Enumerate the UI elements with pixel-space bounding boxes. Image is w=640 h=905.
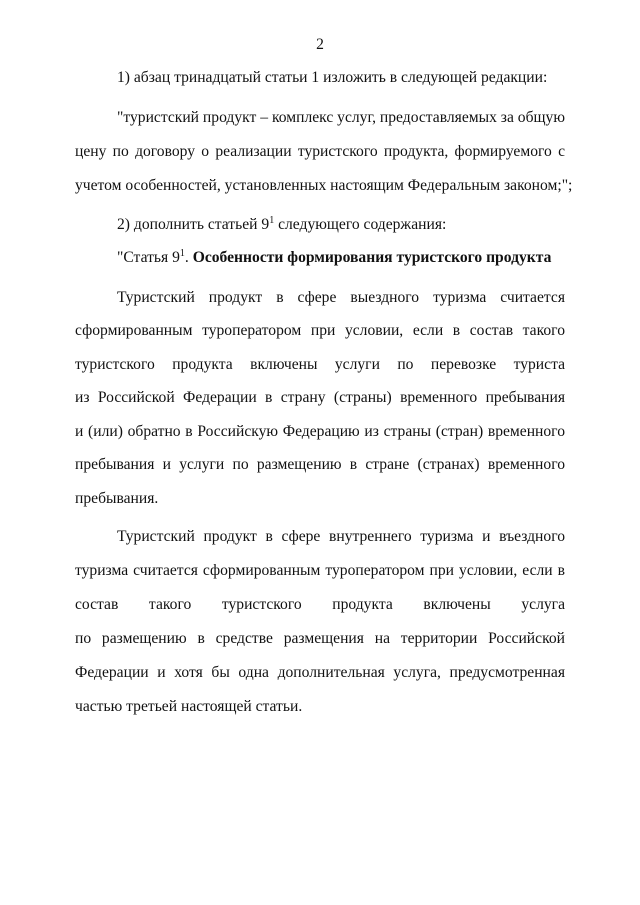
paragraph-line: пребывания и услуги по размещению в стране (странах) временного xyxy=(75,456,565,473)
article-heading xyxy=(117,249,565,267)
paragraph-line: и (или) обратно в Российскую Федерацию из страны (стран) временного xyxy=(75,423,565,440)
item2-text: 2) дополнить статьей 9 xyxy=(117,216,270,233)
paragraph-line: частью третьей настоящей статьи. xyxy=(75,698,303,715)
heading-dot: . xyxy=(184,249,193,266)
quote-line: "туристский продукт – комплекс услуг, предоставляемых за общую xyxy=(117,109,565,126)
article-number: "Статья 9 xyxy=(117,249,180,266)
superscript: 1 xyxy=(179,247,185,259)
item2-text: следующего содержания: xyxy=(274,216,447,233)
paragraph-line: Туристский продукт в сфере выездного туризма считается xyxy=(117,289,565,306)
paragraph-line: пребывания. xyxy=(75,490,159,507)
amendment-item-1: 1) абзац тринадцатый статьи 1 изложить в следующей редакции: xyxy=(117,69,548,86)
paragraph-line: по размещению в средстве размещения на территории Российской xyxy=(75,630,565,647)
article-title: Особенности формирования туристского продукта xyxy=(192,249,552,266)
superscript: 1 xyxy=(269,214,275,226)
paragraph-line: туристского продукта включены услуги по перевозке туриста xyxy=(75,356,565,373)
paragraph-line: Федерации и хотя бы одна дополнительная услуга, предусмотренная xyxy=(75,664,565,681)
paragraph-line: сформированным туроператором при условии, если в состав такого xyxy=(75,322,565,339)
paragraph-line: из Российской Федерации в страну (страны) временного пребывания xyxy=(75,389,565,406)
paragraph-line: Туристский продукт в сфере внутреннего туризма и въездного xyxy=(117,528,565,545)
amendment-item-2 xyxy=(117,216,565,234)
quote-line: цену по договору о реализации туристского продукта, формируемого с xyxy=(75,143,565,160)
page-number: 2 xyxy=(316,36,324,53)
paragraph-line: состав такого туристского продукта включены услуга xyxy=(75,596,565,613)
paragraph-line: туризма считается сформированным туроператором при условии, если в xyxy=(75,562,565,579)
quote-line: учетом особенностей, установленных настоящим Федеральным законом;"; xyxy=(75,177,573,194)
